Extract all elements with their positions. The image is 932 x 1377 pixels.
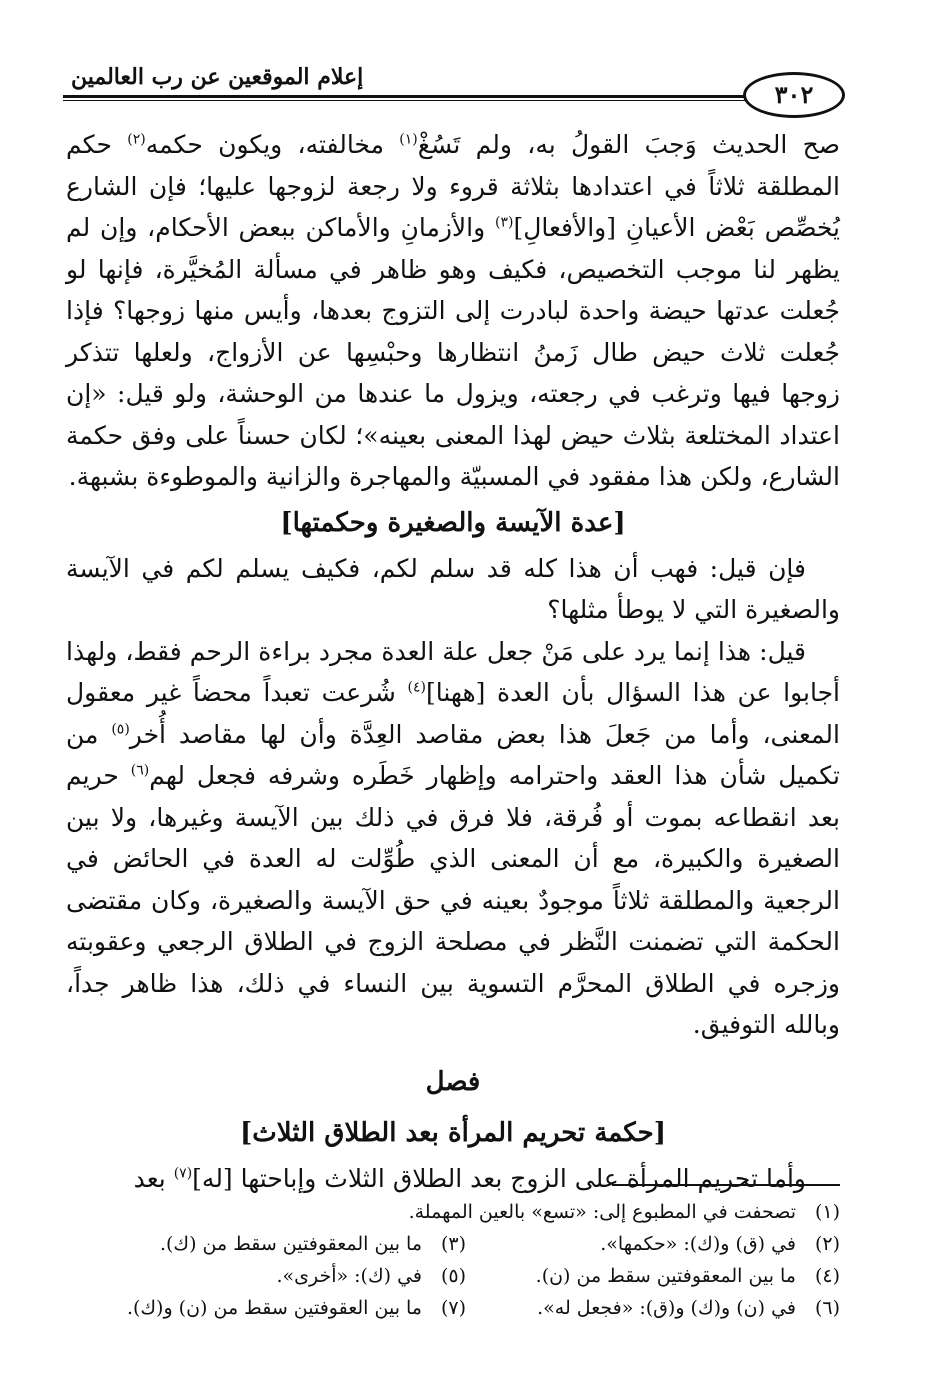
footnote-7: (٧)ما بين العقوفتين سقط من (ن) و(ك).: [126, 1297, 466, 1319]
footnote-row: [66, 1292, 840, 1324]
paragraph-2: فإن قيل: فهب أن هذا كله قد سلم لكم، فكيف يسلم لكم في الآيسة والصغيرة التي لا يوطأ مثلها؟: [66, 553, 840, 624]
footnote-ref-4[interactable]: (٤): [407, 679, 426, 696]
footnote-ref-1[interactable]: (١): [399, 131, 418, 148]
footnote-2: (٢)في (ق) و(ك): «حكمها».: [600, 1233, 840, 1255]
paragraph-1: صح الحديث وَجبَ القولُ به، ولم تَسُغْ$^{(١)}$ مخالفته، ويكون حكمه$^{(٢)}$ حكم المطلقة ثلاثاً في اعتدادها بثلاثة قروء ولا رجعة لزوجها عليها؛ فإن الشارع يُخصِّص بَعْض الأعيانِ [والأفعالِ]$^{(٣)}$ والأزمانِ والأماكن ببعض الأحكام، وإن لم يظهر لنا موجب التخصيص، فكيف وهو ظاهر في مسألة المُخيَّرة، فإنها لو جُعلت عدتها حيضة واحدة لبادرت إلى التزوج بعدها، وأيس منها زوجها؟ فإذا جُعلت ثلاث حيض طال زَمنُ انتظارها وحبْسِها عن الأزواج، ولعلها تتذكر زوجها فيها وترغب في رجعته، ويزول ما عندها من الوحشة، ولو قيل: «إن اعتداد المختلعة بثلاث حيض لهذا المعنى بعينه»؛ لكان حسناً على وفق حكمة الشارع، ولكن هذا مفقود في المسبيّة والمهاجرة والزانية والموطوءة بشبهة.: [66, 130, 840, 491]
page-number: ٣٠٢: [743, 72, 845, 118]
paragraph-3: قيل: هذا إنما يرد على مَنْ جعل علة العدة مجرد براءة الرحم فقط، ولهذا أجابوا عن هذا السؤال بأن العدة [ههنا]$^{(٤)}$ شُرعت تعبداً محضاً غير معقول المعنى، وأما من جَعلَ هذا بعض مقاصد العِدَّة وأن لها مقاصد أُخر$^{(٥)}$ من تكميل شأن هذا العقد واحترامه وإظهار خَطَره وشرفه فجعل لهم$^{(٦)}$ حريم بعد انقطاعه بموت أو فُرقة، فلا فرق في ذلك بين الآيسة وغيرها، ولا بين الصغيرة والكبيرة، مع أن المعنى الذي طُوِّلت له العدة في الحائض في الرجعية والمطلقة ثلاثاً موجودٌ بعينه في حق الآيسة والصغيرة، وكان مقتضى الحكمة التي تضمنت النَّظر في مصلحة الزوج في الطلاق الرجعي وعقوبته وزجره في الطلاق المحرَّم التسوية بين النساء في ذلك، هذا ظاهر جداً، وبالله التوفيق.: [66, 636, 840, 1039]
footnote-3: (٣)ما بين المعقوفتين سقط من (ك).: [159, 1233, 466, 1255]
section-heading-1: [عدة الآيسة والصغيرة وحكمتها]: [280, 507, 626, 538]
footnote-ref-2[interactable]: (٢): [127, 131, 146, 148]
footnote-ref-7[interactable]: (٧): [173, 1165, 193, 1182]
footnotes: [66, 1196, 840, 1324]
footnote-ref-5[interactable]: (٥): [111, 721, 130, 738]
footnote-6: (٦)في (ن) و(ك) و(ق): «فجعل له».: [537, 1297, 840, 1319]
footnote-row: [66, 1260, 840, 1292]
footnote-1: (١)تصحفت في المطبوع إلى: «تسع» بالعين المهملة.: [408, 1201, 840, 1223]
footnote-row: [66, 1228, 840, 1260]
page-header: [63, 60, 845, 112]
paragraph-4: وأما تحريم المرأة على الزوج بعد الطلاق الثلاث وإباحتها [له]$^{(٧)}$ بعد: [133, 1163, 806, 1193]
section-heading-2: [حكمة تحريم المرأة بعد الطلاق الثلاث]: [239, 1117, 667, 1148]
running-title: إعلام الموقعين عن رب العالمين: [71, 64, 364, 90]
main-text: [66, 124, 840, 1199]
header-rule: [63, 95, 793, 98]
footnote-ref-6[interactable]: (٦): [130, 762, 150, 779]
header-rule-thin: [63, 100, 793, 101]
footnote-5: (٥)في (ك): «أخرى».: [276, 1265, 466, 1287]
footnote-ref-3[interactable]: (٣): [494, 214, 514, 231]
footnote-row: [66, 1196, 840, 1228]
footnote-separator: [612, 1184, 840, 1186]
footnote-4: (٤)ما بين المعقوفتين سقط من (ن).: [535, 1265, 840, 1287]
fasl-heading: فصل: [425, 1066, 481, 1097]
